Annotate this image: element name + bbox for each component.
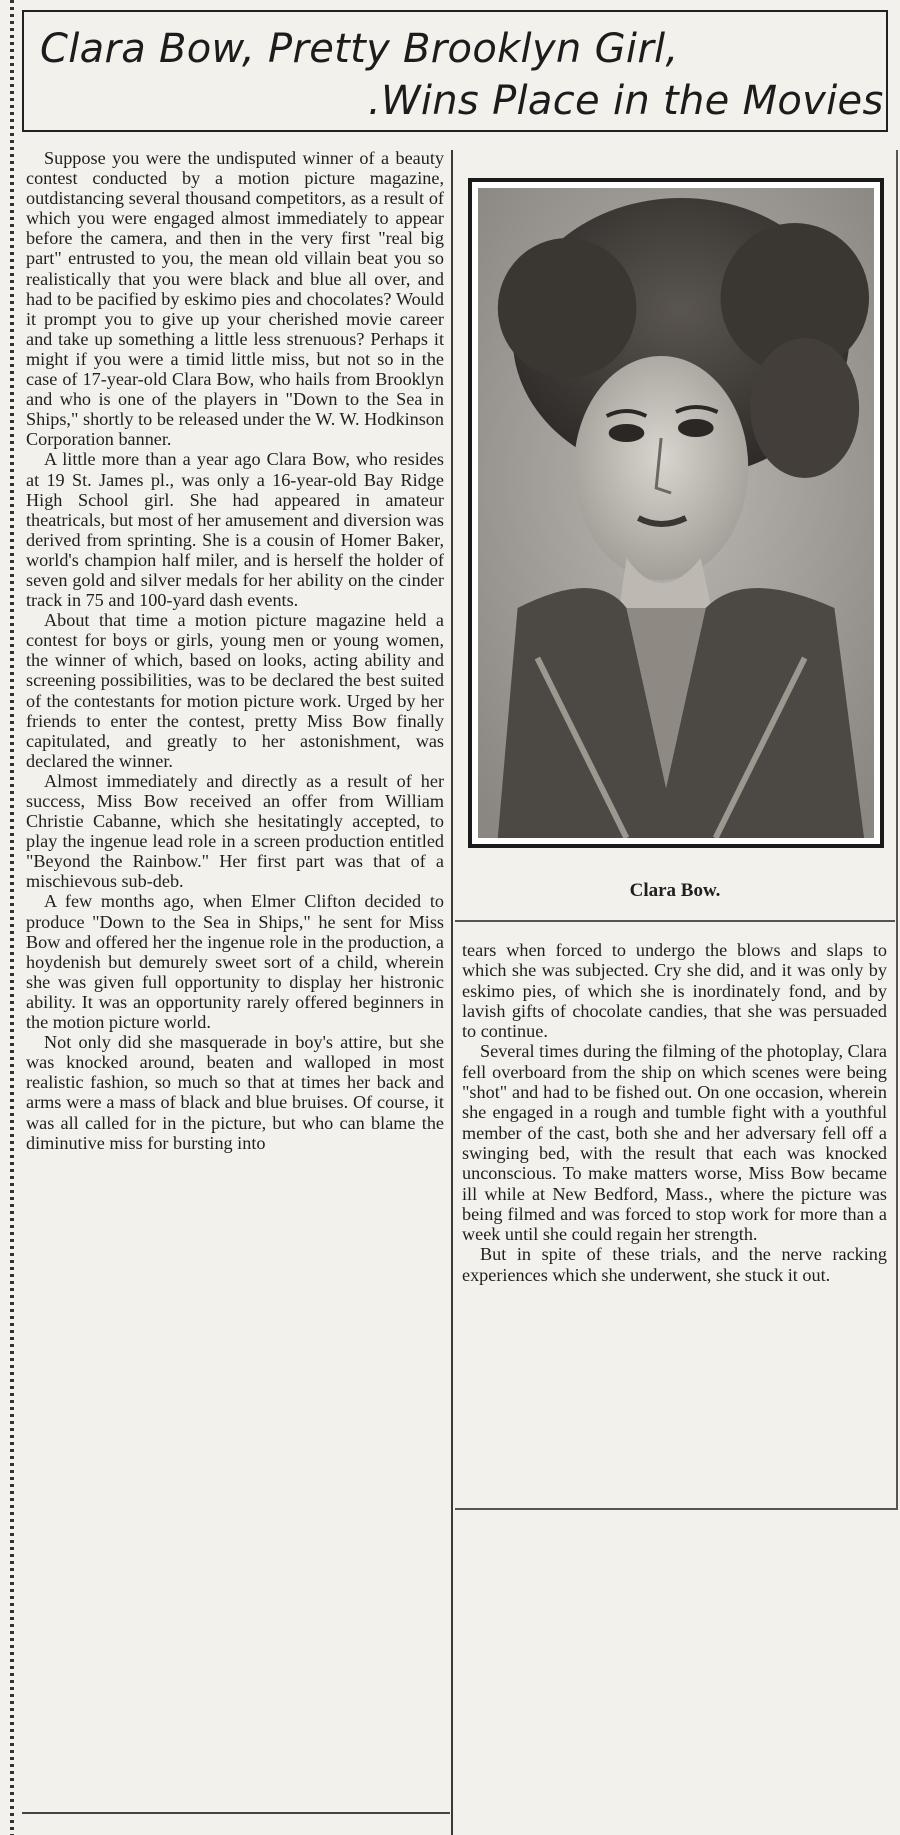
portrait-photo-frame xyxy=(468,178,884,848)
headline-line-1: Clara Bow, Pretty Brooklyn Girl, xyxy=(40,26,679,72)
paragraph: Several times during the filming of the photoplay, Clara fell overboard from the ship on which scenes were being "shot" and had to be fished out. On one occasion, wherein she engaged in a rough and tumble fight with a youthful member of the cast, both she and her adversary fell off a swinging bed, with the result that each was knocked unconscious. To make matters worse, Miss Bow became ill while at New Bedford, Mass., where the picture was being filmed and was forced to stop work for more than a week until she could regain her strength. xyxy=(462,1041,887,1245)
caption-divider xyxy=(455,920,895,922)
left-column-end-rule xyxy=(22,1812,450,1814)
article-left-column xyxy=(26,148,444,1153)
paragraph: Not only did she masquerade in boy's attire, but she was knocked around, beaten and walloped in most realistic fashion, so much so that at times her back and arms were a mass of black and blue bruises. Of course, it was all called for in the picture, but who can blame the diminutive miss for bursting into xyxy=(26,1032,444,1153)
paragraph: Almost immediately and directly as a result of her success, Miss Bow received an offer from William Christie Cabanne, which she hesitatingly accepted, to play the ingenue lead role in a screen production entitled "Beyond the Rainbow." Her first part was that of a mischievous sub-deb. xyxy=(26,770,444,892)
portrait-photo xyxy=(478,188,874,838)
headline-box xyxy=(22,10,888,132)
right-column-end-rule xyxy=(455,1508,897,1510)
photo-caption: Clara Bow. xyxy=(629,880,721,901)
left-margin-rule xyxy=(10,0,14,1835)
paragraph: A few months ago, when Elmer Clifton decided to produce "Down to the Sea in Ships," he sent for Miss Bow and offered her the ingenue role in the production, a hoydenish but demurely sweet sort of a child, wherein she was given full opportunity to display her histronic ability. It was an opportunity rarely offered beginners in the motion picture world. xyxy=(26,891,444,1033)
article-right-column xyxy=(462,940,887,1285)
column-divider xyxy=(451,150,453,1835)
paragraph: tears when forced to undergo the blows and slaps to which she was subjected. Cry she did, and it was only by eskimo pies, of which she is inordinately fond, and by lavish gifts of chocolate candies, that she was persuaded to continue. xyxy=(462,940,887,1042)
paragraph: But in spite of these trials, and the nerve racking experiences which she underwent, she stuck it out. xyxy=(462,1244,887,1285)
paragraph: Suppose you were the undisputed winner of a beauty contest conducted by a motion picture magazine, outdistancing several thousand competitors, as a result of which you were engaged almost immediately to appear before the camera, and then in the very first "real big part" entrusted to you, the mean old villain beat you so realistically that you were black and blue all over, and had to be pacified by eskimo pies and chocolates? Would it prompt you to give up your cherished movie career and take up something a little less strenuous? Perhaps it might if you were a timid little miss, but not so in the case of 17-year-old Clara Bow, who hails from Brooklyn and who is one of the players in "Down to the Sea in Ships," shortly to be released under the W. W. Hodkinson Corporation banner. xyxy=(26,148,444,450)
right-border-rule xyxy=(896,150,898,1510)
paragraph: A little more than a year ago Clara Bow, who resides at 19 St. James pl., was only a 16-year-old Bay Ridge High School girl. She had appeared in amateur theatricals, but most of her amusement and diversion was derived from sprinting. She is a cousin of Homer Baker, world's champion half miler, and is herself the holder of seven gold and silver medals for her ability on the cinder track in 75 and 100-yard dash events. xyxy=(26,449,444,611)
paragraph: About that time a motion picture magazine held a contest for boys or girls, young men or young women, the winner of which, based on looks, acting ability and screening possibilities, was to be declared the best suited of the contestants for motion picture work. Urged by her friends to enter the contest, pretty Miss Bow finally capitulated, and greatly to her astonishment, was declared the winner. xyxy=(26,610,444,771)
headline-line-2: .Wins Place in the Movies xyxy=(368,78,884,124)
